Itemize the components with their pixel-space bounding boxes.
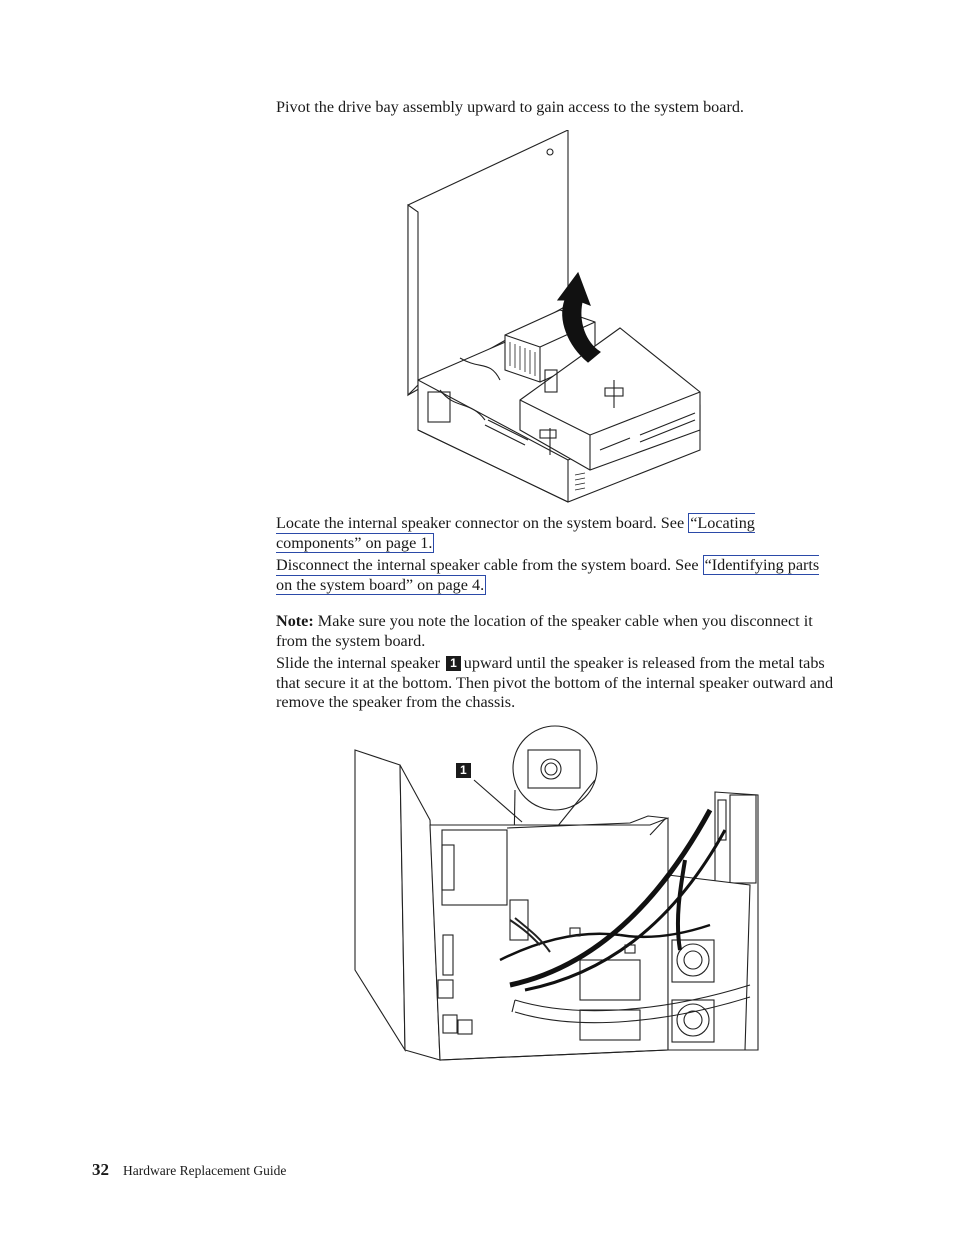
note-text: Make sure you note the location of the speaker cable when you disconnect it from the system board. bbox=[276, 612, 813, 650]
disconnect-paragraph bbox=[276, 556, 836, 595]
callout-badge: 1 bbox=[446, 656, 461, 671]
slide-paragraph bbox=[276, 654, 836, 713]
page-footer bbox=[92, 1160, 286, 1180]
locate-paragraph bbox=[276, 514, 836, 553]
figure-callout-badge: 1 bbox=[456, 763, 471, 778]
identifying-parts-link[interactable]: “Identifying parts on the system board” on page 4. bbox=[276, 556, 820, 594]
note-paragraph bbox=[276, 612, 836, 651]
slide-text-before: Slide the internal speaker bbox=[276, 654, 441, 672]
disconnect-text: Disconnect the internal speaker cable from the system board. See bbox=[276, 556, 703, 574]
locating-components-link[interactable]: “Locating components” on page 1. bbox=[276, 514, 755, 552]
footer-title: Hardware Replacement Guide bbox=[123, 1163, 287, 1178]
drive-bay-pivot-figure bbox=[400, 130, 710, 505]
note-label: Note: bbox=[276, 612, 314, 630]
intro-paragraph: Pivot the drive bay assembly upward to gain access to the system board. bbox=[276, 98, 744, 116]
page-number: 32 bbox=[92, 1160, 109, 1179]
slide-text-after: upward until the speaker is released from the metal tabs that secure it at the bottom. Then pivot the bottom of the internal speaker outward and remove the speaker from the chassis. bbox=[276, 654, 834, 711]
speaker-removal-figure bbox=[350, 720, 765, 1070]
locate-text: Locate the internal speaker connector on the system board. See bbox=[276, 514, 689, 532]
